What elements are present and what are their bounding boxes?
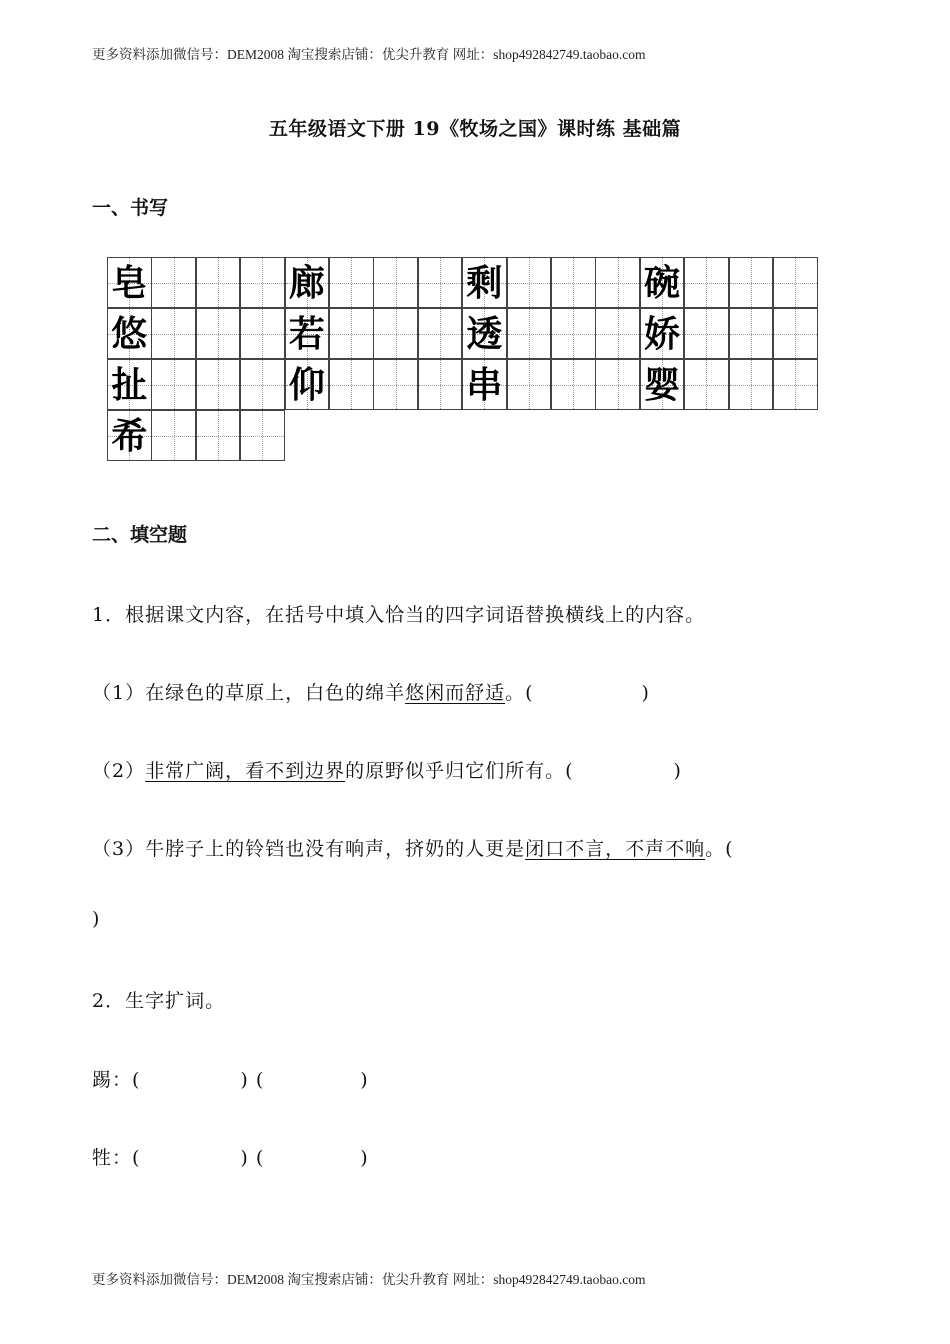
grid-cell-practice[interactable] — [507, 359, 552, 410]
q1a-text: （1）在绿色的草原上，白色的绵羊 — [92, 682, 406, 704]
model-character: 仰 — [288, 363, 325, 406]
grid-cell-model[interactable] — [640, 257, 685, 308]
question-1-item-1 — [92, 678, 650, 705]
grid-cell-practice[interactable] — [507, 308, 552, 359]
grid-cell-model[interactable] — [462, 359, 507, 410]
model-character: 皂 — [111, 261, 148, 304]
model-character: 婴 — [644, 363, 681, 406]
grid-cell-practice[interactable] — [551, 257, 596, 308]
grid-cell-practice[interactable] — [551, 308, 596, 359]
grid-cell-model[interactable] — [107, 359, 152, 410]
q1a-underlined: 悠闲而舒适 — [405, 682, 506, 704]
q1b-underlined: 非常广阔，看不到边界 — [145, 760, 346, 782]
question-2-item-1 — [92, 1065, 369, 1092]
grid-cell-practice[interactable] — [329, 257, 374, 308]
q1c-post: 。( — [705, 838, 734, 860]
model-character: 娇 — [644, 312, 681, 355]
q1b-post: 的原野似乎归它们所有。( — [345, 760, 574, 782]
grid-cell-practice[interactable] — [151, 308, 196, 359]
grid-cell-practice[interactable] — [418, 308, 463, 359]
q2b-label: 牲：( — [92, 1147, 141, 1169]
grid-cell-practice[interactable] — [684, 308, 729, 359]
grid-cell-practice[interactable] — [773, 359, 818, 410]
question-1-item-3 — [92, 834, 734, 861]
grid-cell-practice[interactable] — [196, 359, 241, 410]
grid-cell-practice[interactable] — [729, 308, 774, 359]
q2a-label: 踢：( — [92, 1069, 141, 1091]
q1c-underlined: 闭口不言，不声不响 — [525, 838, 706, 860]
writing-grid — [107, 257, 818, 462]
grid-cell-model[interactable] — [285, 257, 330, 308]
grid-cell-practice[interactable] — [240, 257, 285, 308]
question-1-item-2 — [92, 756, 682, 783]
grid-cell-model[interactable] — [640, 359, 685, 410]
section-fill-blank-heading: 二、填空题 — [92, 524, 188, 546]
grid-cell-practice[interactable] — [729, 257, 774, 308]
grid-cell-practice[interactable] — [329, 359, 374, 410]
grid-cell-practice[interactable] — [551, 359, 596, 410]
question-1-item-3-close: ) — [92, 908, 101, 930]
model-character: 串 — [466, 363, 503, 406]
grid-cell-practice[interactable] — [240, 410, 285, 461]
q1b-close: ) — [673, 760, 682, 782]
q2a-mid: ) ( — [240, 1069, 265, 1091]
grid-cell-practice[interactable] — [373, 308, 418, 359]
grid-cell-practice[interactable] — [595, 257, 640, 308]
question-2-item-2 — [92, 1143, 369, 1170]
grid-cell-practice[interactable] — [595, 308, 640, 359]
section-writing-heading: 一、书写 — [92, 197, 169, 219]
grid-cell-practice[interactable] — [151, 359, 196, 410]
model-character: 剩 — [466, 261, 503, 304]
grid-cell-practice[interactable] — [595, 359, 640, 410]
q2b-mid: ) ( — [240, 1147, 265, 1169]
grid-cell-practice[interactable] — [373, 257, 418, 308]
model-character: 碗 — [644, 261, 681, 304]
grid-cell-practice[interactable] — [418, 257, 463, 308]
question-2-prompt: 2．生字扩词。 — [92, 990, 226, 1012]
grid-cell-practice[interactable] — [729, 359, 774, 410]
grid-cell-practice[interactable] — [773, 257, 818, 308]
grid-cell-practice[interactable] — [418, 359, 463, 410]
grid-cell-practice[interactable] — [507, 257, 552, 308]
document-title: 五年级语文下册 19《牧场之国》课时练 基础篇 — [268, 118, 682, 140]
grid-cell-model[interactable] — [107, 257, 152, 308]
page-header: 更多资料添加微信号：DEM2008 淘宝搜索店铺：优尖升教育 网址：shop492842749.taobao.com — [92, 47, 646, 62]
q1b-text: （2） — [92, 760, 146, 782]
grid-cell-model[interactable] — [285, 308, 330, 359]
grid-cell-practice[interactable] — [684, 359, 729, 410]
model-character: 透 — [466, 312, 503, 355]
model-character: 希 — [111, 414, 148, 457]
model-character: 若 — [288, 312, 325, 355]
grid-cell-practice[interactable] — [329, 308, 374, 359]
model-character: 悠 — [111, 312, 148, 355]
grid-cell-practice[interactable] — [373, 359, 418, 410]
q2a-close: ) — [360, 1069, 369, 1091]
page-footer: 更多资料添加微信号：DEM2008 淘宝搜索店铺：优尖升教育 网址：shop492842749.taobao.com — [92, 1272, 646, 1287]
q1a-post: 。( — [505, 682, 534, 704]
grid-cell-practice[interactable] — [240, 308, 285, 359]
grid-cell-practice[interactable] — [151, 257, 196, 308]
grid-cell-model[interactable] — [107, 410, 152, 461]
grid-cell-model[interactable] — [640, 308, 685, 359]
model-character: 扯 — [111, 363, 148, 406]
grid-cell-practice[interactable] — [773, 308, 818, 359]
q2b-close: ) — [360, 1147, 369, 1169]
grid-cell-practice[interactable] — [196, 410, 241, 461]
grid-cell-practice[interactable] — [240, 359, 285, 410]
question-1-prompt: 1．根据课文内容，在括号中填入恰当的四字词语替换横线上的内容。 — [92, 604, 706, 626]
grid-cell-model[interactable] — [462, 257, 507, 308]
q1c-text: （3）牛脖子上的铃铛也没有响声，挤奶的人更是 — [92, 838, 526, 860]
grid-cell-practice[interactable] — [151, 410, 196, 461]
grid-cell-model[interactable] — [285, 359, 330, 410]
grid-cell-practice[interactable] — [196, 308, 241, 359]
model-character: 廊 — [288, 261, 325, 304]
grid-cell-practice[interactable] — [684, 257, 729, 308]
grid-cell-practice[interactable] — [196, 257, 241, 308]
q1a-close: ) — [641, 682, 650, 704]
grid-cell-model[interactable] — [107, 308, 152, 359]
grid-cell-model[interactable] — [462, 308, 507, 359]
